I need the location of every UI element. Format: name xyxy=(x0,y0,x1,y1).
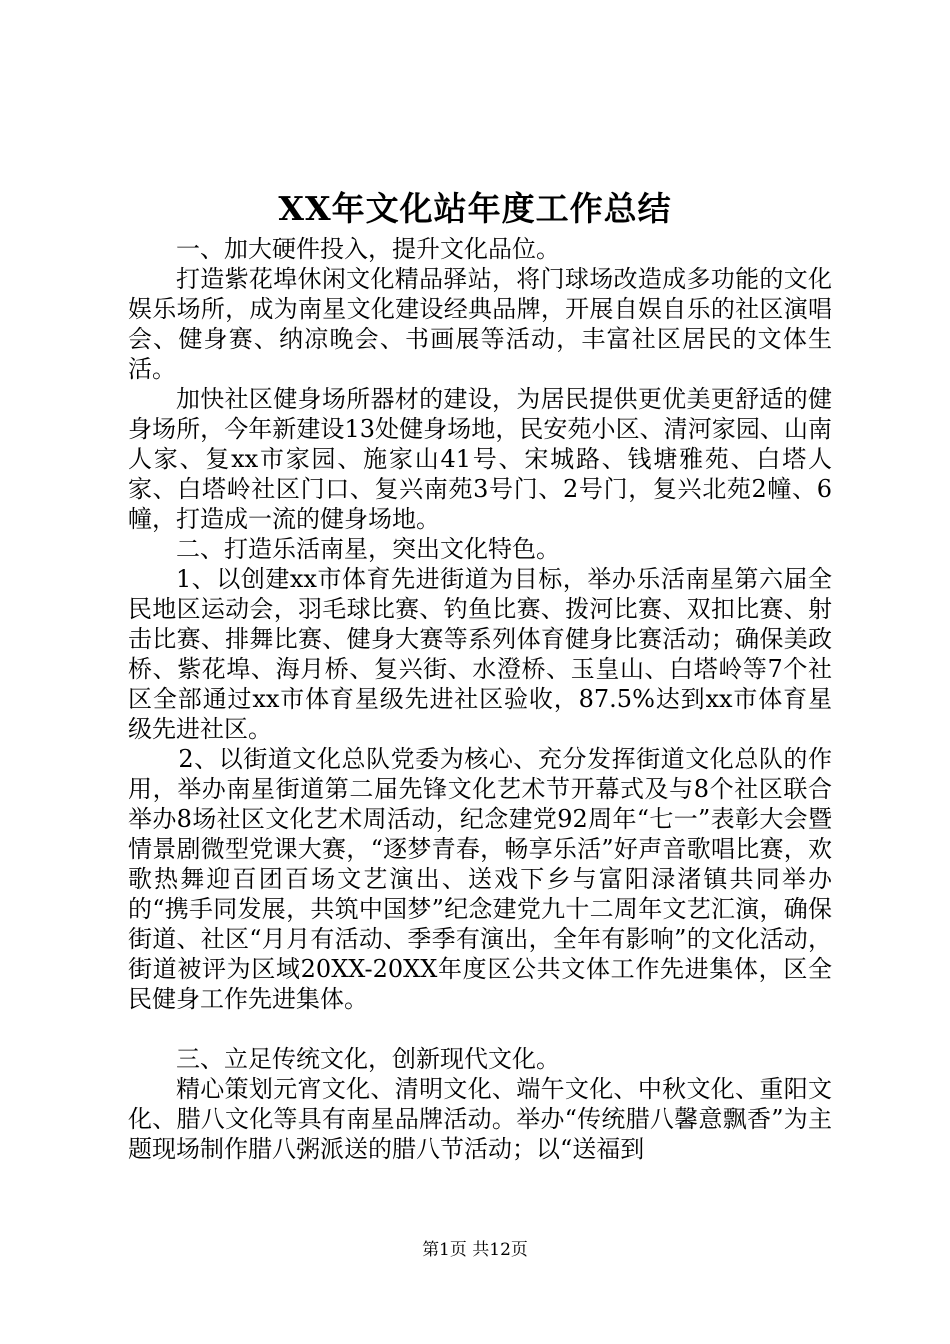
body-paragraph: 打造紫花埠休闲文化精品驿站，将门球场改造成多功能的文化娱乐场所，成为南星文化建设经典品牌，开展自娱自乐的社区演唱会、健身赛、纳凉晚会、书画展等活动，丰富社区居民的文体生活。 xyxy=(128,265,832,383)
page-footer: 第1页 共12页 xyxy=(422,1240,528,1260)
body-paragraph: 精心策划元宵文化、清明文化、端午文化、中秋文化、重阳文化、腊八文化等具有南星品牌活动。举办“传统腊八馨意飘香”为主题现场制作腊八粥派送的腊八节活动；以“送福到 xyxy=(128,1075,832,1163)
body-paragraph: 2、以街道文化总队党委为核心、充分发挥街道文化总队的作用，举办南星街道第二届先锋文化艺术节开幕式及与8个社区联合举办8场社区文化艺术周活动，纪念建党92周年“七一”表彰大会暨情景剧微型党课大赛，“逐梦青春，畅享乐活”好声音歌唱比赛，欢歌热舞迎百团百场文艺演出、送戏下乡与富阳渌渚镇共同举办的“携手同发展，共筑中国梦”纪念建党九十二周年文艺汇演，确保街道、社区“月月有活动、季季有演出，全年有影响”的文化活动，街道被评为区域20XX-20XX年度区公共文体工作先进集体，区全民健身工作先进集体。 xyxy=(128,745,832,1013)
section-heading-1: 一、加大硬件投入，提升文化品位。 xyxy=(176,235,560,263)
body-paragraph: 1、以创建xx市体育先进街道为目标，举办乐活南星第六届全民地区运动会，羽毛球比赛、钓鱼比赛、拨河比赛、双扣比赛、射击比赛、排舞比赛、健身大赛等系列体育健身比赛活动；确保美政桥、紫花埠、海月桥、复兴街、水澄桥、玉皇山、白塔岭等7个社区全部通过xx市体育星级先进社区验收，87.5%达到xx市体育星级先进社区。 xyxy=(128,565,832,743)
section-heading-2: 二、打造乐活南星，突出文化特色。 xyxy=(176,535,560,563)
section-heading-3: 三、立足传统文化，创新现代文化。 xyxy=(176,1045,560,1073)
paragraph-spacer xyxy=(128,1014,832,1044)
document-body xyxy=(128,234,832,1164)
document-title: XX年文化站年度工作总结 xyxy=(278,189,672,228)
body-paragraph: 加快社区健身场所器材的建设，为居民提供更优美更舒适的健身场所，今年新建设13处健身场地，民安苑小区、清河家园、山南人家、复xx市家园、施家山41号、宋城路、钱塘雅苑、白塔人家、白塔岭社区门口、复兴南苑3号门、2号门，复兴北苑2幢、6幢，打造成一流的健身场地。 xyxy=(128,385,832,533)
